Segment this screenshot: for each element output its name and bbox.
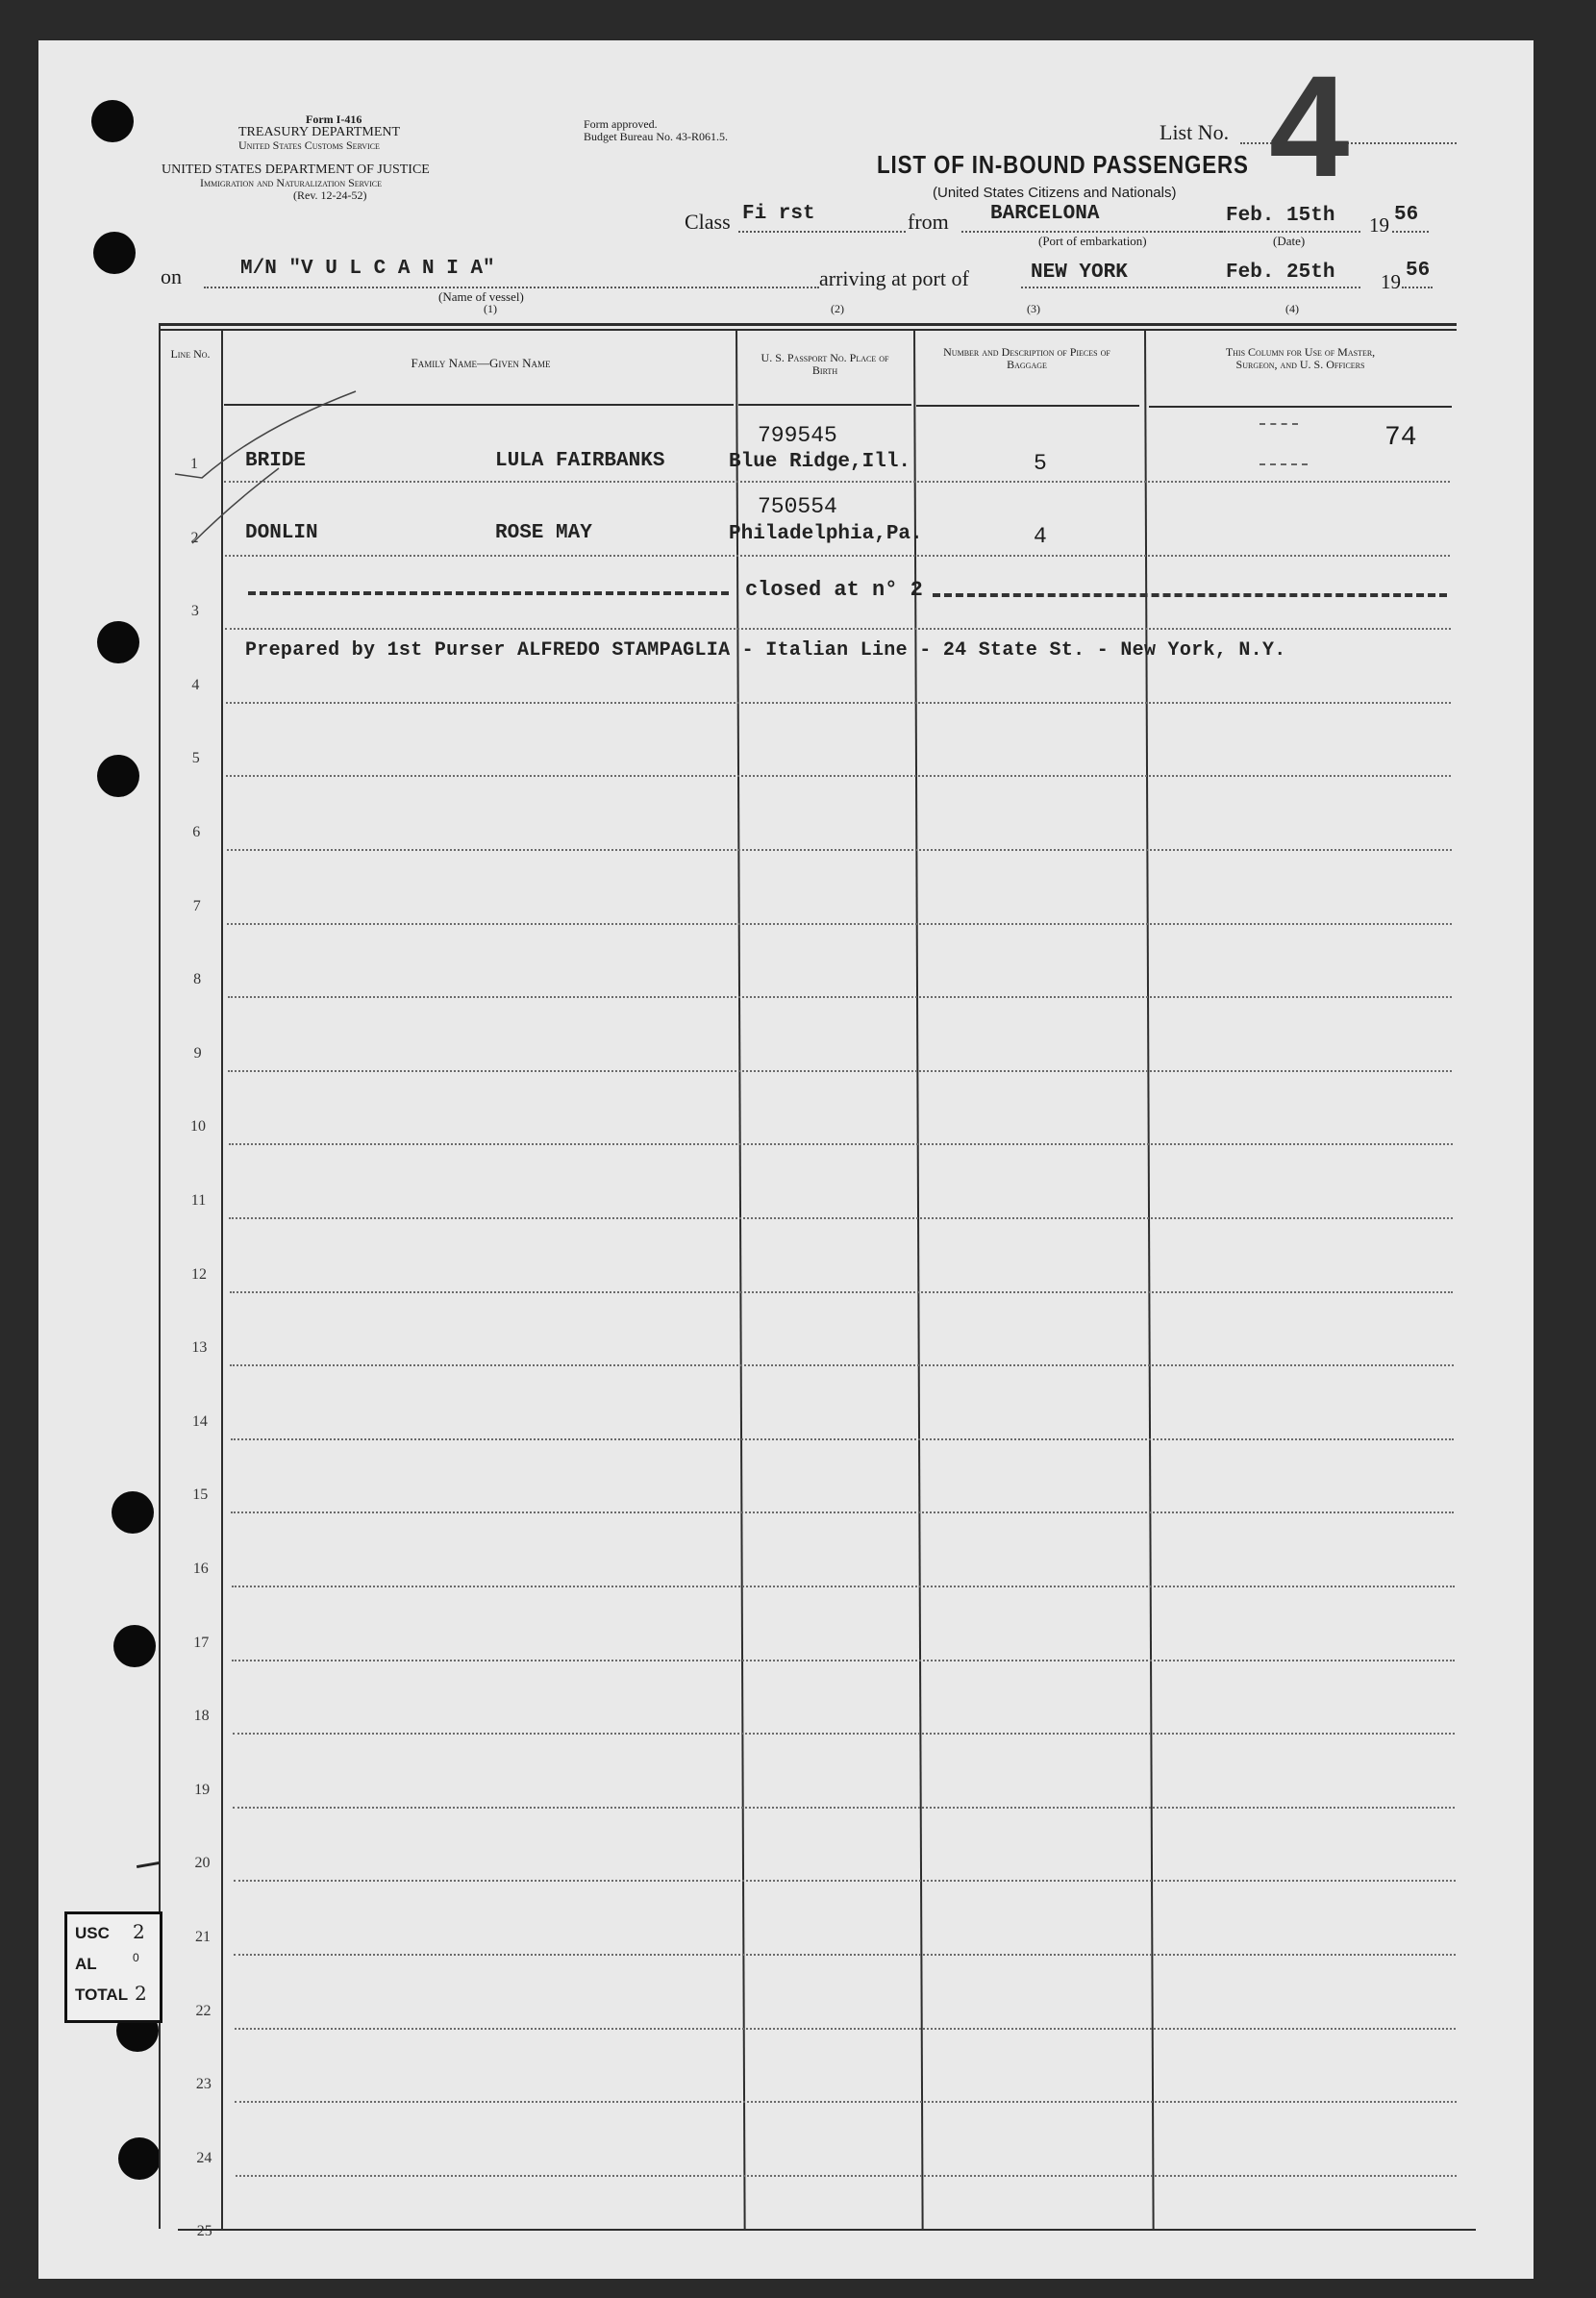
form-subtitle: (United States Citizens and Nationals) <box>933 185 1177 201</box>
closed-strike-left <box>248 591 729 595</box>
binder-hole <box>113 1625 156 1667</box>
line-number: 14 <box>191 1412 208 1430</box>
line-number: 19 <box>194 1781 211 1798</box>
line-number: 15 <box>192 1486 209 1504</box>
caption-2: (2) <box>831 302 844 315</box>
binder-hole <box>97 621 139 663</box>
entry-1-passport: 799545 <box>758 423 837 448</box>
line-number: 24 <box>196 2149 212 2166</box>
line-number: 22 <box>195 2002 212 2019</box>
row-line <box>231 1438 1454 1440</box>
class-value: Fi rst <box>742 203 815 225</box>
revision-label: (Rev. 12-24-52) <box>293 188 367 202</box>
prepared-by-text: Prepared by 1st Purser ALFREDO STAMPAGLIA - Italian Line - 24 State St. - New York, N.Y. <box>245 639 1286 662</box>
port-of-embarkation: BARCELONA <box>990 203 1100 225</box>
entry-2-passport: 750554 <box>758 494 837 519</box>
entry-1-officer-note: 74 <box>1384 423 1417 453</box>
departure-date-line <box>1221 231 1360 233</box>
row-line <box>232 1660 1455 1661</box>
form-approved-label: Form approved. <box>584 117 658 131</box>
row-line <box>229 1217 1453 1219</box>
row-line <box>233 1807 1455 1809</box>
line-number: 12 <box>190 1265 207 1283</box>
row-line <box>226 775 1451 777</box>
caption-4: (4) <box>1285 302 1299 315</box>
departure-year-prefix: 19 <box>1369 213 1389 237</box>
row-line <box>233 1733 1456 1735</box>
arrival-date: Feb. 25th <box>1226 262 1335 284</box>
entry-2-family: DONLIN <box>245 522 318 544</box>
caption-3: (3) <box>1027 302 1040 315</box>
table-top-border-2 <box>159 329 1457 331</box>
row-line <box>230 1364 1454 1366</box>
line-number: 21 <box>195 1929 211 1945</box>
binder-hole <box>91 100 134 142</box>
line-number: 2 <box>190 529 199 546</box>
line-number: 10 <box>190 1118 207 1136</box>
officer-marks <box>1259 463 1308 465</box>
line-number: 7 <box>192 897 201 914</box>
line-number: 5 <box>191 750 200 767</box>
header-row-border <box>916 405 1139 407</box>
officer-marks <box>1259 423 1298 425</box>
binder-hole <box>118 2137 161 2180</box>
stamp-usc-value: 2 <box>133 1920 145 1943</box>
row-line <box>228 1070 1452 1072</box>
port-embarkation-caption: (Port of embarkation) <box>1038 234 1147 248</box>
stamp-total-label: TOTAL <box>75 1986 129 2004</box>
col-header-baggage: Number and Description of Pieces of Baggage <box>943 345 1110 371</box>
row-line <box>227 849 1452 851</box>
row-line <box>228 996 1453 998</box>
line-number: 23 <box>195 2076 212 2093</box>
stamp-total-value: 2 <box>135 1982 147 2005</box>
stamp-usc-label: USC <box>75 1924 110 1942</box>
row-line <box>236 2175 1457 2177</box>
stamp-al-value: 0 <box>133 1951 139 1964</box>
vessel-name: M/N "V U L C A N I A" <box>240 258 495 280</box>
line-number: 25 <box>196 2223 212 2240</box>
line-number: 18 <box>193 1708 210 1725</box>
col-header-line: Line No. <box>170 347 211 361</box>
row-line <box>229 1143 1453 1145</box>
departure-year-line <box>1392 231 1429 233</box>
line-number: 1 <box>190 456 198 472</box>
check-mark <box>173 389 365 562</box>
arrival-year-prefix: 19 <box>1381 270 1401 293</box>
line-number: 4 <box>191 676 200 693</box>
row-line <box>225 628 1451 630</box>
form-title: LIST OF IN-BOUND PASSENGERS <box>877 150 1249 179</box>
entry-2-baggage: 4 <box>1034 524 1047 549</box>
line-number: 8 <box>193 971 202 988</box>
line-number: 11 <box>190 1192 207 1209</box>
stamp-al-label: AL <box>75 1955 97 1973</box>
class-label: Class <box>685 210 731 234</box>
ins-label: Immigration and Naturalization Service <box>200 176 383 189</box>
binder-hole <box>112 1491 154 1534</box>
table-bottom-border <box>178 2229 1476 2231</box>
row-line <box>231 1511 1454 1513</box>
col-header-name: Family Name—Given Name <box>411 356 551 370</box>
row-line <box>230 1291 1454 1293</box>
line-number: 17 <box>193 1634 210 1651</box>
row-line <box>235 2101 1457 2103</box>
on-label: on <box>161 264 182 288</box>
treasury-label: TREASURY DEPARTMENT <box>238 125 401 139</box>
port-embarkation-line <box>961 231 1221 233</box>
binder-hole <box>97 755 139 797</box>
binder-hole <box>93 232 136 274</box>
line-number: 16 <box>192 1561 209 1577</box>
vessel-line <box>204 287 819 288</box>
arriving-label: arriving at port of <box>819 266 969 290</box>
from-label: from <box>908 210 949 234</box>
row-line <box>226 702 1451 704</box>
entry-1-family: BRIDE <box>245 450 307 472</box>
row-line <box>232 1586 1455 1587</box>
entry-2-birthplace: Philadelphia,Pa. <box>729 523 923 545</box>
line-number: 3 <box>190 603 199 620</box>
date-caption: (Date) <box>1273 234 1306 248</box>
closed-text: closed at n° 2 <box>745 578 923 602</box>
arrival-date-line <box>1221 287 1360 288</box>
departure-date: Feb. 15th <box>1226 205 1335 227</box>
row-line <box>224 481 1450 483</box>
line-number: 9 <box>193 1044 202 1062</box>
list-no-label: List No. <box>1160 120 1230 144</box>
closed-strike-right <box>933 593 1447 597</box>
entry-1-birthplace: Blue Ridge,Ill. <box>729 451 911 473</box>
form-number: Form I-416 <box>306 112 362 126</box>
arrival-year: 56 <box>1406 260 1431 282</box>
line-number: 13 <box>191 1339 208 1357</box>
entry-2-given: ROSE MAY <box>495 522 592 544</box>
class-line <box>738 231 906 233</box>
customs-label: United States Customs Service <box>238 138 380 152</box>
departure-year: 56 <box>1394 204 1419 226</box>
row-line <box>227 923 1452 925</box>
caption-1: (1) <box>484 302 497 315</box>
budget-bureau-label: Budget Bureau No. 43-R061.5. <box>584 130 728 143</box>
vessel-caption: (Name of vessel) <box>438 289 524 304</box>
col-header-passport: U. S. Passport No. Place of Birth <box>761 351 889 377</box>
arrival-port-line <box>1021 287 1223 288</box>
row-line <box>225 555 1451 557</box>
table-top-border <box>159 323 1457 326</box>
row-line <box>235 2028 1457 2030</box>
justice-label: UNITED STATES DEPARTMENT OF JUSTICE <box>162 162 430 177</box>
header-row-border <box>738 404 911 406</box>
arrival-port: NEW YORK <box>1031 262 1128 284</box>
count-stamp <box>64 1911 162 2023</box>
col-header-officers: This Column for Use of Master, Surgeon, and U. S. Officers <box>1225 345 1376 371</box>
header-row-border <box>1149 406 1452 408</box>
row-line <box>234 1880 1456 1882</box>
row-line <box>234 1954 1456 1956</box>
line-number: 6 <box>192 824 201 840</box>
list-number: 4 <box>1269 45 1350 207</box>
entry-1-baggage: 5 <box>1034 451 1047 476</box>
entry-1-given: LULA FAIRBANKS <box>495 450 665 472</box>
arrival-year-line <box>1402 287 1433 288</box>
line-number: 20 <box>194 1855 211 1872</box>
